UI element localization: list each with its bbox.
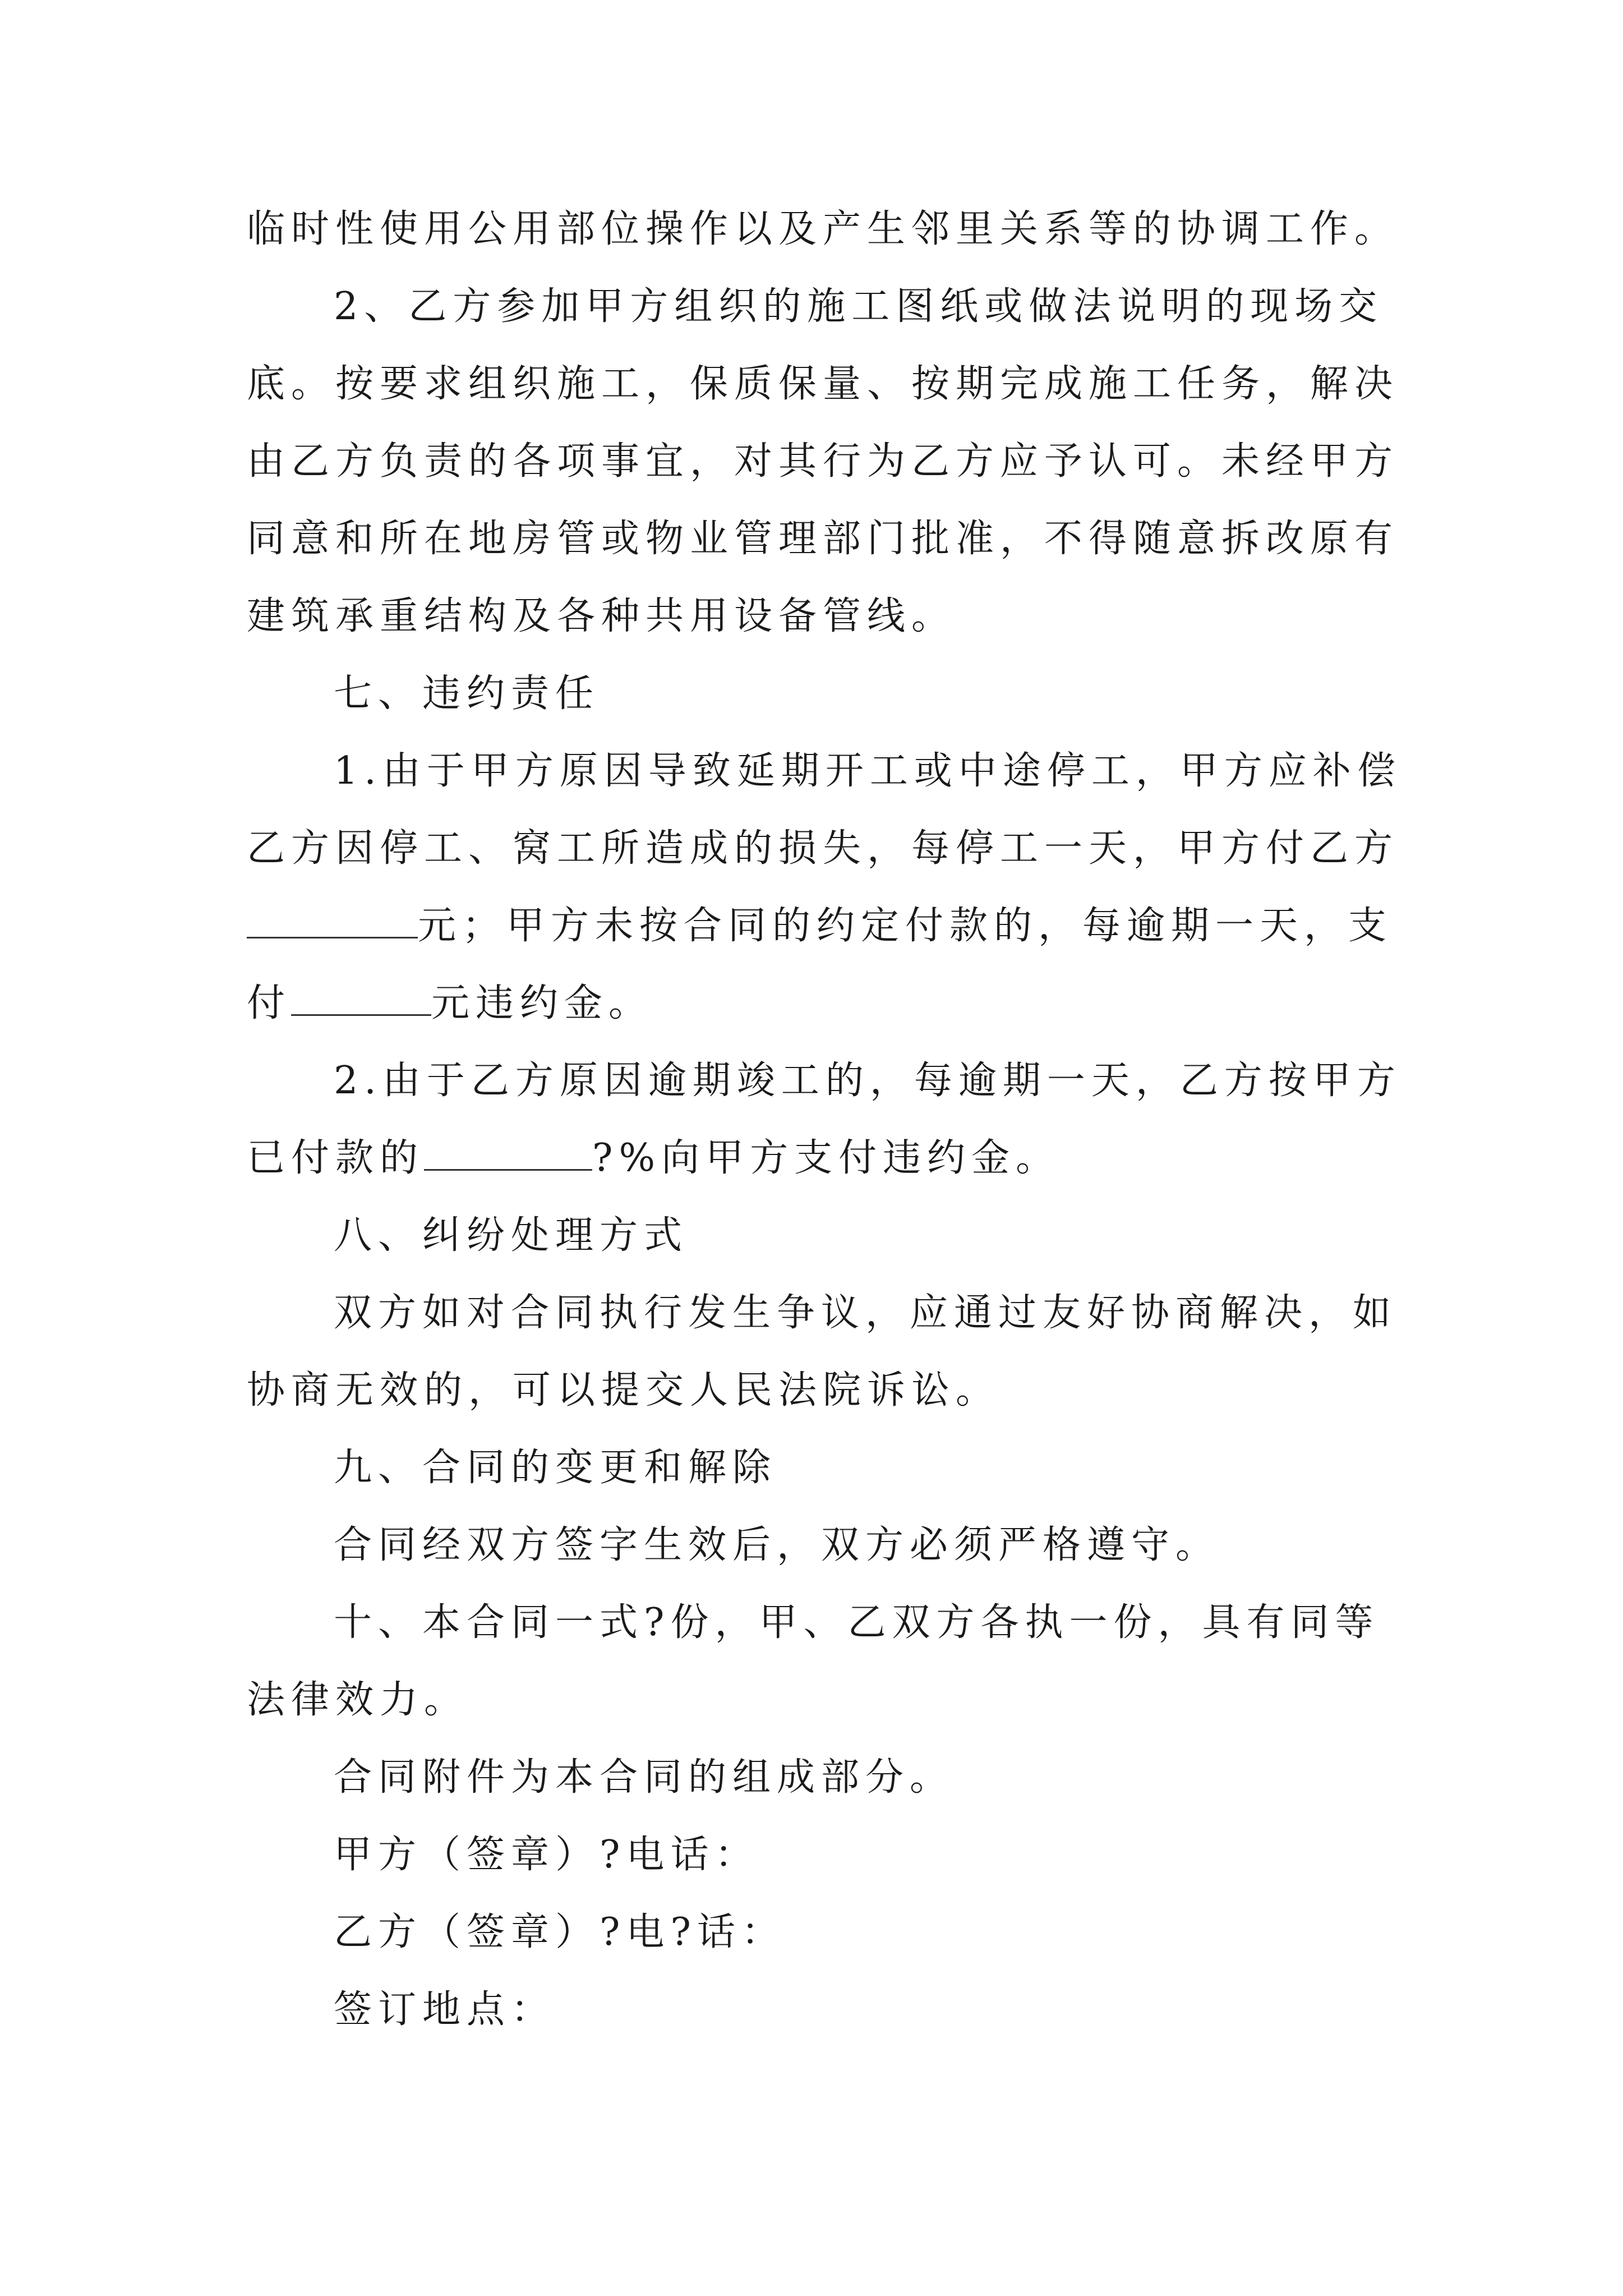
paragraph-line: 2.由于乙方原因逾期竣工的，每逾期一天，乙方按甲方 (334, 1059, 1401, 1103)
text-segment: 付 (247, 981, 292, 1025)
paragraph-line: 建筑承重结构及各种共用设备管线。 (247, 594, 956, 638)
text-segment: 元；甲方未按合同的约定付款的，每逾期一天，支 (418, 904, 1393, 948)
paragraph-line (247, 981, 1388, 1025)
paragraph-line: 临时性使用公用部位操作以及产生邻里关系等的协调工作。 (247, 207, 1399, 251)
document-body (247, 207, 1401, 2068)
text-segment: ?%向甲方支付违约金。 (592, 1136, 1061, 1180)
paragraph-line: 合同经双方签字生效后，双方必须严格遵守。 (334, 1523, 1220, 1567)
text-segment: 元违约金。 (431, 981, 653, 1025)
paragraph-line (247, 1136, 1388, 1180)
signature-line: 甲方（签章）?电话： (334, 1833, 759, 1877)
paragraph-line: 1.由于甲方原因导致延期开工或中途停工，甲方应补偿 (334, 749, 1401, 793)
paragraph-line: 同意和所在地房管或物业管理部门批准，不得随意拆改原有 (247, 517, 1399, 561)
signature-line: 乙方（签章）?电?话： (334, 1910, 786, 1954)
fill-blank (424, 1140, 592, 1171)
paragraph-line: 底。按要求组织施工，保质保量、按期完成施工任务，解决 (247, 362, 1399, 406)
paragraph-line: 2、乙方参加甲方组织的施工图纸或做法说明的现场交 (334, 284, 1384, 329)
section-heading: 九、合同的变更和解除 (334, 1446, 777, 1490)
paragraph-line: 双方如对合同执行发生争议，应通过友好协商解决，如 (334, 1291, 1398, 1335)
signing-location-line: 签订地点： (334, 1987, 556, 2032)
text-segment: 已付款的 (247, 1136, 425, 1180)
paragraph-line: 合同附件为本合同的组成部分。 (334, 1755, 955, 1800)
fill-blank (291, 985, 431, 1016)
section-heading: 八、纠纷处理方式 (334, 1213, 689, 1258)
paragraph-line: 由乙方负责的各项事宜，对其行为乙方应予认可。未经甲方 (247, 439, 1399, 484)
section-heading: 七、违约责任 (334, 671, 600, 716)
paragraph-line: 十、本合同一式?份，甲、乙双方各执一份，具有同等 (334, 1600, 1380, 1645)
paragraph-line: 协商无效的，可以提交人民法院诉讼。 (247, 1368, 1000, 1412)
fill-blank (247, 908, 418, 938)
paragraph-line: 法律效力。 (247, 1678, 469, 1722)
paragraph-line: 乙方因停工、窝工所造成的损失，每停工一天，甲方付乙方 (247, 826, 1399, 871)
paragraph-line (247, 904, 1393, 948)
